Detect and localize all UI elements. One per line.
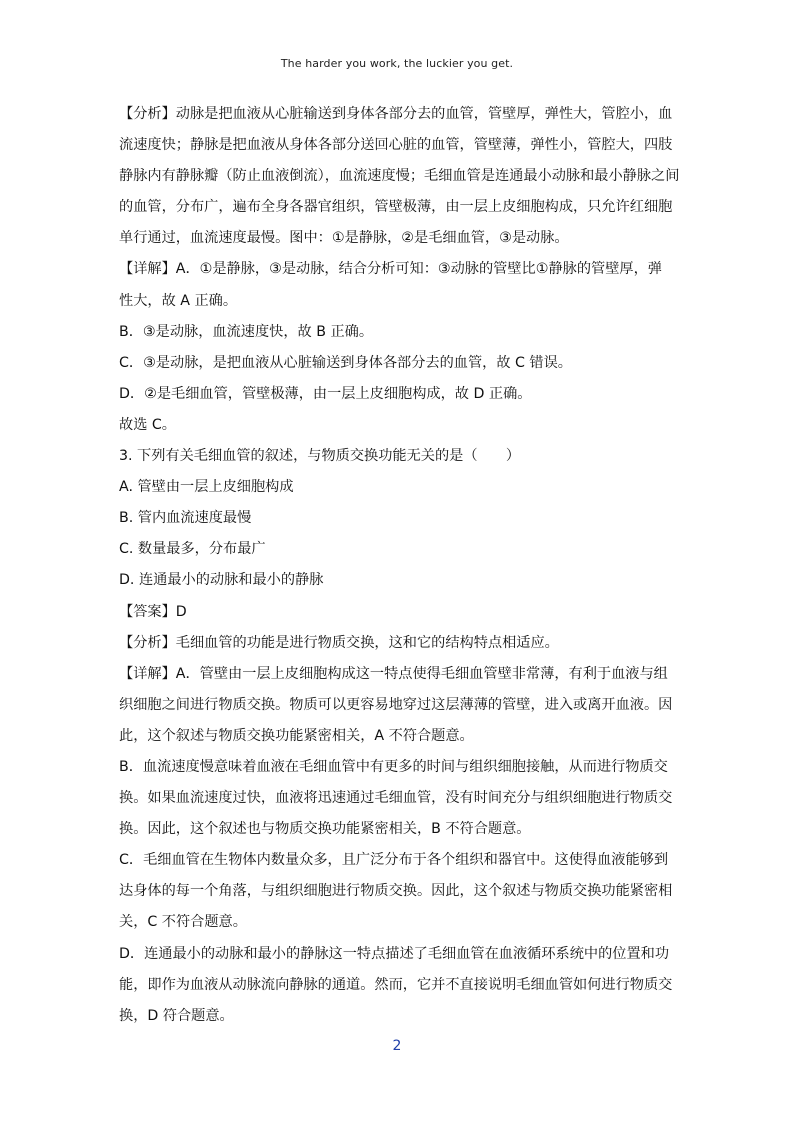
text-line: 故选 C。 bbox=[119, 416, 176, 433]
text-line: 【详解】A．①是静脉，③是动脉，结合分析可知：③动脉的管壁比①静脉的管壁厚，弹 bbox=[119, 261, 662, 278]
text-line: 能，即作为血液从动脉流向静脉的通道。然而，它并不直接说明毛细血管如何进行物质交 bbox=[119, 976, 673, 993]
text-line: 单行通过，血流速度最慢。图中：①是静脉，②是毛细血管，③是动脉。 bbox=[119, 230, 569, 247]
text-line: 【分析】毛细血管的功能是进行物质交换，这和它的结构特点相适应。 bbox=[119, 634, 559, 651]
document-body bbox=[119, 99, 685, 1032]
text-line: D．连通最小的动脉和最小的静脉这一特点描述了毛细血管在血液循环系统中的位置和功 bbox=[119, 945, 670, 962]
text-line: 换，D 符合题意。 bbox=[119, 1007, 234, 1024]
text-line: D．②是毛细血管，管壁极薄，由一层上皮细胞构成，故 D 正确。 bbox=[119, 385, 532, 402]
text-line: 的血管，分布广，遍布全身各器官组织，管壁极薄，由一层上皮细胞构成，只允许红细胞 bbox=[119, 199, 673, 216]
text-line: 换。如果血流速度过快，血液将迅速通过毛细血管，没有时间充分与组织细胞进行物质交 bbox=[119, 790, 673, 807]
text-line: B．血流速度慢意味着血液在毛细血管中有更多的时间与组织细胞接触，从而进行物质交 bbox=[119, 758, 668, 775]
text-line: C．毛细血管在生物体内数量众多，且广泛分布于各个组织和器官中。这使得血液能够到 bbox=[119, 852, 669, 869]
text-line: 流速度快；静脉是把血液从身体各部分送回心脏的血管，管壁薄，弹性小，管腔大，四肢 bbox=[119, 137, 673, 154]
text-line: 【详解】A．管壁由一层上皮细胞构成这一特点使得毛细血管壁非常薄，有利于血液与组 bbox=[119, 665, 668, 682]
question-stem: 3. 下列有关毛细血管的叙述，与物质交换功能无关的是（ ） bbox=[119, 448, 521, 465]
text-line: 性大，故 A 正确。 bbox=[119, 292, 238, 309]
option-b: B. 管内血流速度最慢 bbox=[119, 510, 252, 527]
text-line: 静脉内有静脉瓣（防止血液倒流），血流速度慢；毛细血管是连通最小动脉和最小静脉之间 bbox=[119, 168, 680, 185]
answer-line: 【答案】D bbox=[119, 603, 187, 620]
text-line: B．③是动脉，血流速度快，故 B 正确。 bbox=[119, 323, 374, 340]
text-line: 织细胞之间进行物质交换。物质可以更容易地穿过这层薄薄的管壁，进入或离开血液。因 bbox=[119, 696, 673, 713]
option-d: D. 连通最小的动脉和最小的静脉 bbox=[119, 572, 324, 589]
page-number: 2 bbox=[392, 1038, 402, 1054]
text-line: 关，C 不符合题意。 bbox=[119, 914, 247, 931]
text-line: 【分析】动脉是把血液从心脏输送到身体各部分去的血管，管壁厚，弹性大，管腔小，血 bbox=[119, 106, 673, 122]
option-c: C. 数量最多，分布最广 bbox=[119, 541, 266, 558]
text-line: 换。因此，这个叙述也与物质交换功能紧密相关，B 不符合题意。 bbox=[119, 821, 531, 838]
text-line: C．③是动脉，是把血液从心脏输送到身体各部分去的血管，故 C 错误。 bbox=[119, 354, 572, 371]
text-line: 达身体的每一个角落，与组织细胞进行物质交换。因此，这个叙述与物质交换功能紧密相 bbox=[119, 883, 673, 900]
page-header-motto: The harder you work, the luckier you get. bbox=[280, 57, 514, 70]
option-a: A. 管壁由一层上皮细胞构成 bbox=[119, 479, 294, 496]
text-line: 此，这个叙述与物质交换功能紧密相关，A 不符合题意。 bbox=[119, 727, 474, 744]
